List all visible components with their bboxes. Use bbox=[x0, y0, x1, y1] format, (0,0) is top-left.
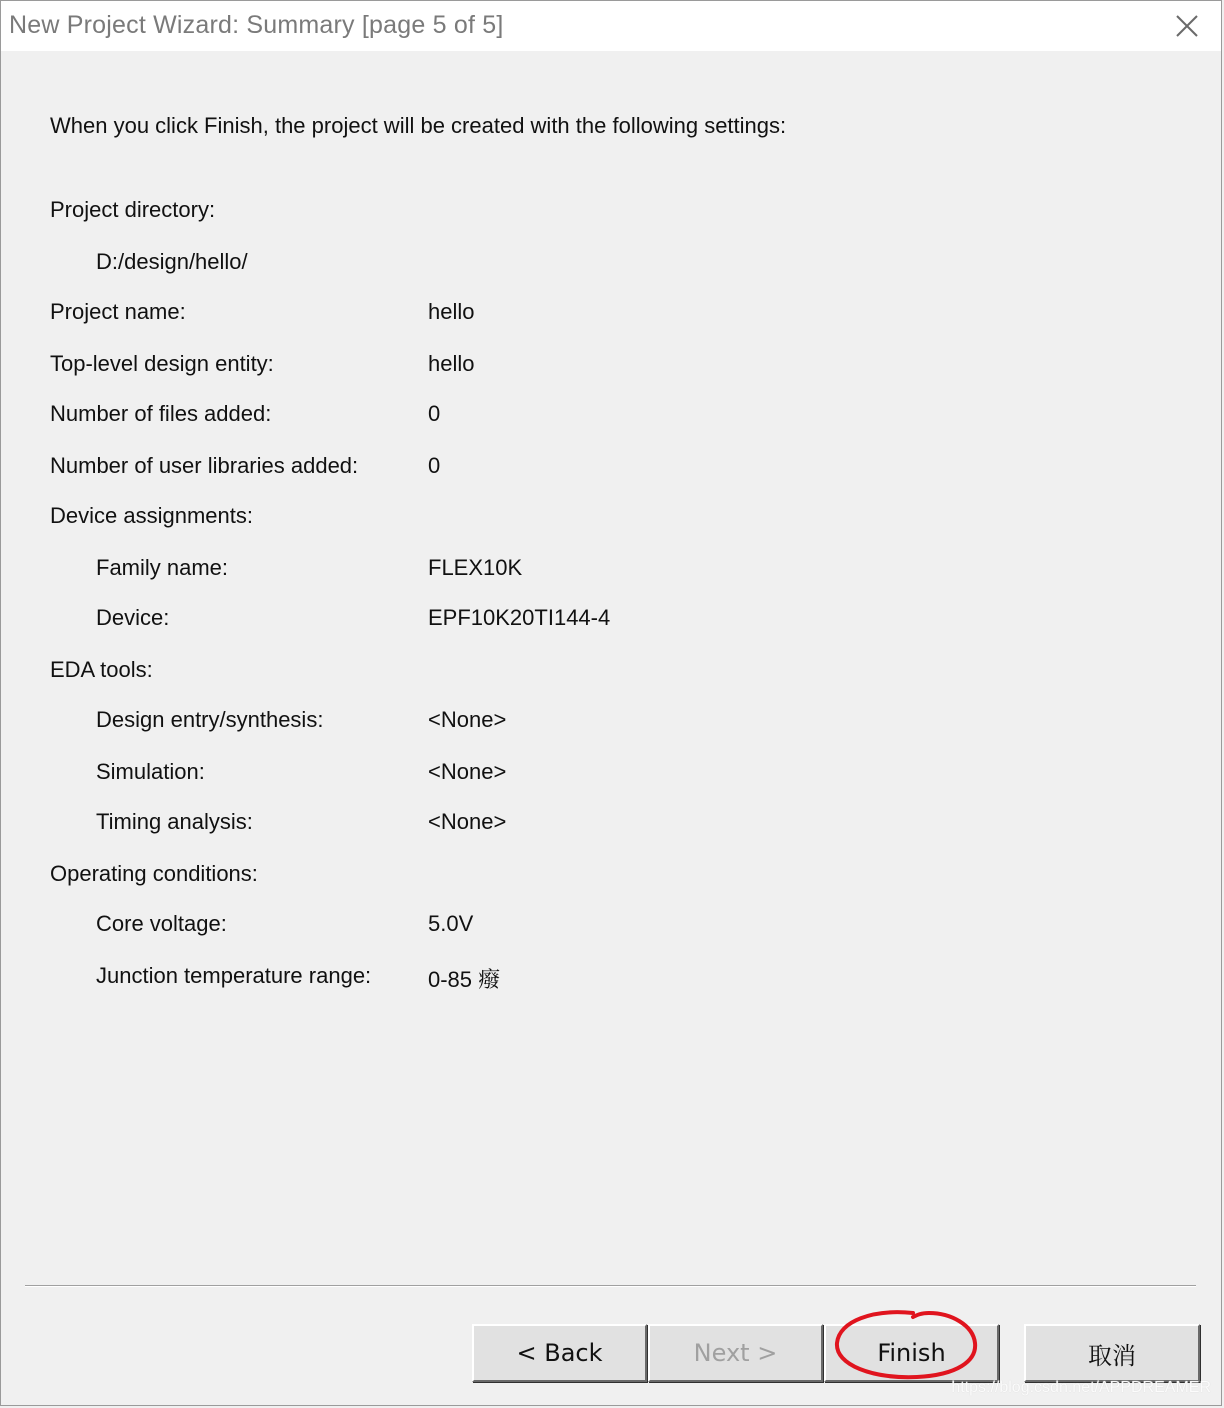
design-entry-label: Design entry/synthesis: bbox=[96, 707, 324, 732]
user-libraries-label: Number of user libraries added: bbox=[50, 453, 359, 478]
timing-analysis-label: Timing analysis: bbox=[96, 809, 253, 834]
next-button[interactable]: Next > bbox=[648, 1324, 823, 1382]
operating-conditions-label: Operating conditions: bbox=[50, 861, 258, 886]
eda-tools-label: EDA tools: bbox=[50, 657, 153, 682]
junction-temperature-value: 0-85 癈 bbox=[428, 967, 501, 992]
button-area-divider bbox=[25, 1285, 1196, 1287]
core-voltage-label: Core voltage: bbox=[96, 911, 227, 936]
title-bar bbox=[1, 1, 1221, 51]
family-name-value: FLEX10K bbox=[428, 555, 523, 580]
project-directory-value: D:/design/hello/ bbox=[96, 249, 248, 274]
window-title: New Project Wizard: Summary [page 5 of 5] bbox=[9, 11, 504, 39]
junction-temperature-label: Junction temperature range: bbox=[96, 963, 372, 988]
summary-panel bbox=[1, 51, 1221, 1291]
simulation-label: Simulation: bbox=[96, 759, 205, 784]
project-name-label: Project name: bbox=[50, 299, 186, 324]
timing-analysis-value: <None> bbox=[428, 809, 507, 834]
project-name-value: hello bbox=[428, 299, 475, 324]
close-icon bbox=[1176, 15, 1198, 37]
top-level-entity-label: Top-level design entity: bbox=[50, 351, 274, 376]
design-entry-value: <None> bbox=[428, 707, 507, 732]
user-libraries-value: 0 bbox=[428, 453, 441, 478]
top-level-entity-value: hello bbox=[428, 351, 475, 376]
project-directory-label: Project directory: bbox=[50, 197, 216, 222]
close-button[interactable] bbox=[1167, 7, 1207, 45]
device-value: EPF10K20TI144-4 bbox=[428, 605, 611, 630]
files-added-value: 0 bbox=[428, 401, 441, 426]
core-voltage-value: 5.0V bbox=[428, 911, 474, 936]
finish-button[interactable]: Finish bbox=[824, 1324, 999, 1382]
files-added-label: Number of files added: bbox=[50, 401, 272, 426]
summary-intro: When you click Finish, the project will be created with the following settings: bbox=[50, 113, 787, 138]
device-label: Device: bbox=[96, 605, 170, 630]
simulation-value: <None> bbox=[428, 759, 507, 784]
back-button[interactable]: < Back bbox=[472, 1324, 647, 1382]
family-name-label: Family name: bbox=[96, 555, 229, 580]
cancel-button[interactable]: 取消 bbox=[1024, 1324, 1200, 1382]
device-assignments-label: Device assignments: bbox=[50, 503, 253, 528]
watermark-text: https://blog.csdn.net/APPDREAMER bbox=[951, 1379, 1211, 1396]
